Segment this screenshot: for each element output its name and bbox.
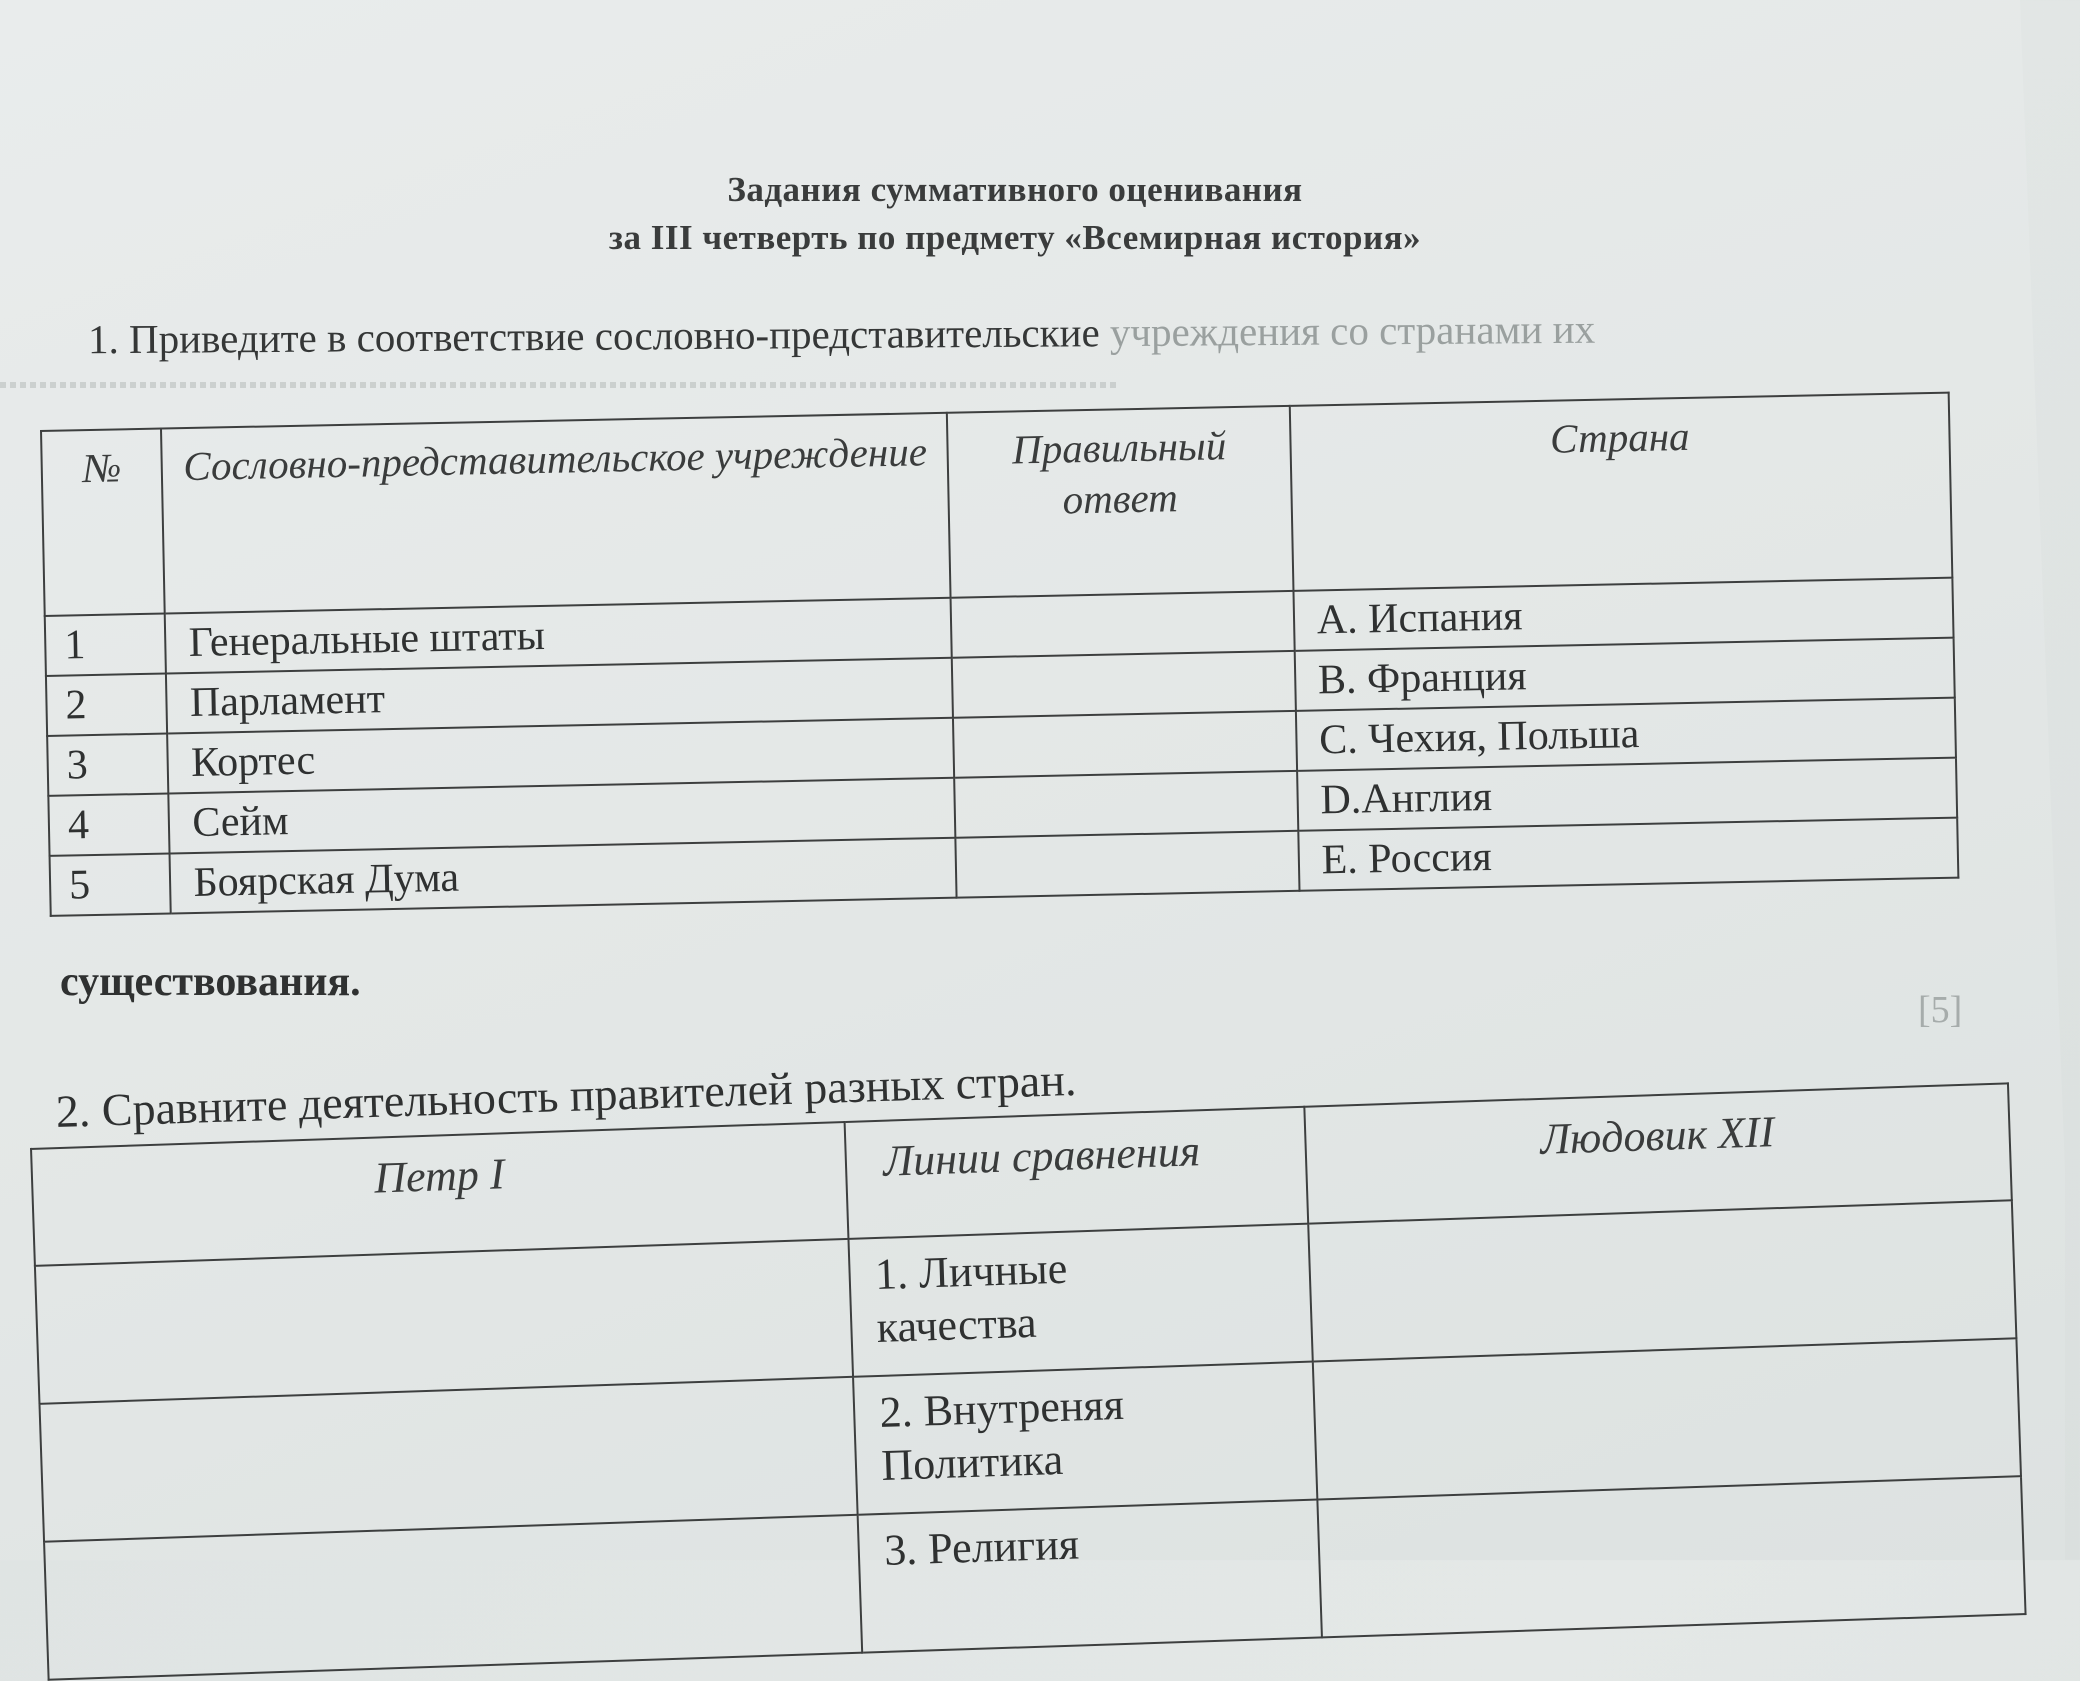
row-num: 4 bbox=[48, 793, 170, 855]
row-num: 2 bbox=[46, 674, 168, 736]
row-country: E. Россия bbox=[1298, 818, 1958, 891]
row-country: C. Чехия, Польша bbox=[1296, 698, 1956, 771]
ruler2-cell[interactable] bbox=[1317, 1476, 2026, 1637]
criterion-line1: 3. Религия bbox=[883, 1519, 1080, 1575]
ruler1-cell[interactable] bbox=[35, 1239, 854, 1404]
header-country: Страна bbox=[1290, 393, 1953, 591]
worksheet-title-line1: Задания суммативного оценивания bbox=[727, 170, 1303, 209]
criterion-cell bbox=[849, 1224, 1313, 1377]
row-country: B. Франция bbox=[1294, 638, 1954, 711]
criterion-cell bbox=[853, 1362, 1317, 1515]
comparison-table bbox=[30, 1082, 2027, 1680]
answer-cell[interactable] bbox=[953, 711, 1296, 778]
row-num: 1 bbox=[45, 614, 167, 676]
ruler1-cell[interactable] bbox=[44, 1515, 863, 1680]
row-institution: Генеральные штаты bbox=[165, 598, 952, 674]
header-criteria: Линии сравнения bbox=[845, 1107, 1308, 1239]
task1-prompt-main: 1. Приведите в соответствие сословно-представительские bbox=[87, 309, 1100, 363]
row-country: A. Испания bbox=[1293, 578, 1953, 651]
header-institution: Сословно-представительское учреждение bbox=[161, 413, 951, 614]
row-institution: Сейм bbox=[169, 778, 956, 854]
row-num: 3 bbox=[47, 734, 169, 796]
answer-cell[interactable] bbox=[952, 651, 1295, 718]
task2-prompt: 2. Сравните деятельность правителей разных стран. bbox=[55, 1053, 1078, 1137]
ruler1-cell[interactable] bbox=[39, 1377, 858, 1542]
task1-score: [5] bbox=[1918, 989, 1963, 1031]
row-num: 5 bbox=[50, 853, 172, 915]
ruler2-cell[interactable] bbox=[1312, 1338, 2021, 1499]
row-country: D.Англия bbox=[1297, 758, 1957, 831]
row-institution: Парламент bbox=[166, 658, 953, 734]
criterion-line1: 1. Личные bbox=[874, 1243, 1068, 1300]
answer-cell[interactable] bbox=[955, 771, 1298, 838]
criterion-line2: Политика bbox=[880, 1434, 1064, 1490]
criterion-line1: 2. Внутреняя bbox=[878, 1379, 1125, 1437]
task1-prompt-end: существования. bbox=[60, 959, 361, 1005]
ruler2-cell[interactable] bbox=[1308, 1200, 2017, 1361]
worksheet-title-line2: за III четверть по предмету «Всемирная история» bbox=[608, 218, 1422, 257]
row-institution: Кортес bbox=[168, 718, 955, 794]
task1-prompt-faded: учреждения со странами их bbox=[1109, 305, 1596, 356]
header-ruler1: Петр I bbox=[31, 1122, 849, 1266]
answer-cell[interactable] bbox=[956, 831, 1299, 898]
header-ruler2: Людовик XII bbox=[1304, 1083, 2012, 1223]
header-num: № bbox=[41, 429, 165, 616]
matching-table bbox=[40, 392, 1959, 917]
header-answer: Правильный ответ bbox=[947, 406, 1293, 598]
answer-cell[interactable] bbox=[951, 591, 1294, 658]
criterion-cell bbox=[858, 1500, 1322, 1653]
faint-print-line bbox=[0, 382, 1120, 388]
row-institution: Боярская Дума bbox=[170, 838, 957, 914]
criterion-line2: качества bbox=[876, 1297, 1038, 1352]
